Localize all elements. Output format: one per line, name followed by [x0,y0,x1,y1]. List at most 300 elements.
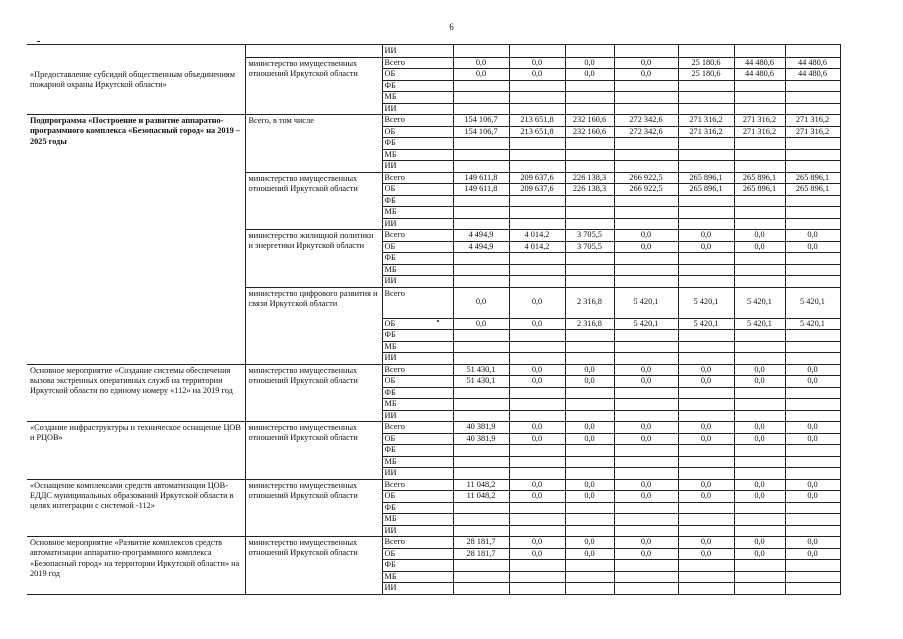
amount-cell [678,45,734,58]
amount-cell: 28 181,7 [453,548,509,560]
amount-cell: 51 430,1 [453,364,509,376]
amount-cell [734,276,785,288]
funding-source-cell: ОБ [382,433,453,445]
funding-source-cell: ФБ [382,387,453,399]
amount-cell [565,103,614,115]
amount-cell [614,45,678,58]
executor-cell-empty [245,45,382,58]
amount-cell [565,330,614,342]
amount-cell [785,514,840,526]
amount-cell: 209 637,6 [509,184,565,196]
funding-source-cell: ИИ [382,161,453,173]
amount-cell [614,353,678,365]
amount-cell: 0,0 [509,287,565,318]
amount-cell [614,456,678,468]
funding-source-cell: МБ [382,207,453,219]
amount-cell [614,264,678,276]
amount-cell [734,525,785,537]
amount-cell: 0,0 [565,433,614,445]
amount-cell: 154 106,7 [453,126,509,138]
amount-cell [614,92,678,104]
amount-cell: 0,0 [565,376,614,388]
amount-cell [509,45,565,58]
amount-cell: 0,0 [785,422,840,434]
amount-cell [509,341,565,353]
amount-cell: 44 480,6 [734,69,785,81]
amount-cell [453,138,509,150]
amount-cell [453,583,509,595]
amount-cell: 0,0 [565,548,614,560]
amount-cell [565,341,614,353]
amount-cell: 3 705,5 [565,241,614,253]
amount-cell [785,456,840,468]
amount-cell: 44 480,6 [785,69,840,81]
amount-cell: 271 316,2 [785,126,840,138]
amount-cell [614,387,678,399]
funding-source-cell: ФБ [382,80,453,92]
amount-cell [678,264,734,276]
amount-cell [734,571,785,583]
amount-cell [614,276,678,288]
funding-source-cell: МБ [382,92,453,104]
amount-cell: 271 316,2 [678,126,734,138]
funding-source-cell: Всего [382,287,453,318]
amount-cell: 0,0 [614,422,678,434]
amount-cell [785,45,840,58]
activity-name-cell: «Создание инфраструктуры и техническое оснащение ЦОВ и РЦОВ» [27,422,245,480]
amount-cell [453,353,509,365]
amount-cell: 0,0 [614,69,678,81]
amount-cell [734,80,785,92]
amount-cell [785,103,840,115]
amount-cell [734,161,785,173]
amount-cell [678,218,734,230]
amount-cell: 25 180,6 [678,57,734,69]
amount-cell [453,276,509,288]
amount-cell: 40 381,9 [453,422,509,434]
amount-cell: 0,0 [678,364,734,376]
amount-cell [678,387,734,399]
amount-cell: 28 181,7 [453,537,509,549]
amount-cell [453,456,509,468]
amount-cell: 0,0 [565,479,614,491]
amount-cell: 0,0 [509,57,565,69]
page-number: 6 [449,22,454,32]
amount-cell: 51 430,1 [453,376,509,388]
amount-cell [565,571,614,583]
amount-cell: 0,0 [614,491,678,503]
amount-cell [785,399,840,411]
amount-cell [453,525,509,537]
amount-cell: 40 381,9 [453,433,509,445]
amount-cell [614,583,678,595]
amount-cell [614,468,678,480]
amount-cell [785,264,840,276]
amount-cell [614,161,678,173]
amount-cell: 213 651,8 [509,115,565,127]
amount-cell [785,571,840,583]
amount-cell: 265 896,1 [734,172,785,184]
amount-cell [565,387,614,399]
table-row [27,422,840,434]
amount-cell: 271 316,2 [785,115,840,127]
funding-source-cell: ИИ [382,103,453,115]
amount-cell [453,264,509,276]
amount-cell: 271 316,2 [678,115,734,127]
amount-cell [565,456,614,468]
amount-cell [509,149,565,161]
amount-cell [565,218,614,230]
amount-cell [565,195,614,207]
funding-source-cell: МБ [382,264,453,276]
amount-cell: 0,0 [785,364,840,376]
amount-cell [734,560,785,572]
amount-cell: 0,0 [614,230,678,242]
amount-cell: 0,0 [734,433,785,445]
funding-source-cell: ИИ [382,45,453,58]
amount-cell: 0,0 [453,318,509,330]
amount-cell [678,195,734,207]
amount-cell: 232 160,6 [565,126,614,138]
budget-table [27,44,841,595]
amount-cell [734,253,785,265]
amount-cell [453,92,509,104]
amount-cell [785,583,840,595]
amount-cell: 154 106,7 [453,115,509,127]
funding-source-cell: ОБ [382,491,453,503]
funding-source-cell: Всего [382,115,453,127]
executor-cell: министерство имущественных отношений Иркутской области [245,57,382,115]
amount-cell: 0,0 [565,537,614,549]
amount-cell: 0,0 [678,433,734,445]
amount-cell: 149 611,8 [453,172,509,184]
funding-source-cell: ФБ [382,138,453,150]
amount-cell: 266 922,5 [614,184,678,196]
amount-cell [565,161,614,173]
amount-cell [614,525,678,537]
amount-cell [614,253,678,265]
amount-cell [785,560,840,572]
amount-cell [614,514,678,526]
amount-cell [509,410,565,422]
funding-source-cell: ИИ [382,468,453,480]
amount-cell [565,514,614,526]
activity-name-cell: Основное мероприятие «Создание системы обеспечения вызова экстренных оперативных служб на территории Иркутской области по единому номеру «112» на 2019 год [27,364,245,422]
amount-cell: 5 420,1 [785,318,840,330]
amount-cell: 2 316,8 [565,318,614,330]
amount-cell [678,207,734,219]
executor-cell: министерство цифрового развития и связи Иркутской области [245,287,382,364]
executor-cell: министерство имущественных отношений Иркутской области [245,172,382,230]
amount-cell [734,410,785,422]
amount-cell [509,353,565,365]
amount-cell [678,330,734,342]
amount-cell [453,195,509,207]
amount-cell [453,560,509,572]
amount-cell: 0,0 [678,230,734,242]
funding-source-cell: ФБ [382,560,453,572]
amount-cell [565,45,614,58]
amount-cell: 0,0 [734,230,785,242]
amount-cell: 0,0 [509,376,565,388]
amount-cell: 0,0 [734,491,785,503]
amount-cell: 11 048,2 [453,479,509,491]
amount-cell: 4 014,2 [509,241,565,253]
amount-cell [453,218,509,230]
amount-cell [734,264,785,276]
amount-cell [614,445,678,457]
amount-cell [678,560,734,572]
amount-cell: 0,0 [734,376,785,388]
amount-cell: 0,0 [785,241,840,253]
funding-source-cell: МБ [382,456,453,468]
amount-cell: 0,0 [785,479,840,491]
amount-cell [785,138,840,150]
amount-cell [565,353,614,365]
amount-cell: 209 637,6 [509,172,565,184]
amount-cell: 44 480,6 [785,57,840,69]
amount-cell: 0,0 [614,479,678,491]
amount-cell [509,92,565,104]
funding-source-cell: Всего [382,172,453,184]
amount-cell [614,341,678,353]
table-row [27,115,840,127]
table-row [27,537,840,549]
amount-cell [734,138,785,150]
amount-cell [785,276,840,288]
amount-cell [453,341,509,353]
amount-cell: 2 316,8 [565,287,614,318]
amount-cell [614,218,678,230]
amount-cell [614,149,678,161]
amount-cell [785,353,840,365]
amount-cell [565,525,614,537]
amount-cell [509,276,565,288]
amount-cell [509,264,565,276]
table-row [27,479,840,491]
amount-cell: 0,0 [614,548,678,560]
amount-cell [734,502,785,514]
budget-table-body [27,45,840,595]
amount-cell [453,253,509,265]
funding-source-cell: МБ [382,149,453,161]
amount-cell [734,445,785,457]
amount-cell [678,92,734,104]
amount-cell [509,218,565,230]
amount-cell [734,218,785,230]
amount-cell [565,149,614,161]
amount-cell [678,514,734,526]
amount-cell: 0,0 [565,422,614,434]
amount-cell [509,456,565,468]
amount-cell [453,468,509,480]
amount-cell: 0,0 [785,548,840,560]
funding-source-cell: ФБ [382,445,453,457]
amount-cell: 0,0 [614,433,678,445]
amount-cell [565,138,614,150]
amount-cell [678,445,734,457]
amount-cell: 0,0 [565,57,614,69]
amount-cell: 232 160,6 [565,115,614,127]
amount-cell [614,330,678,342]
amount-cell [785,92,840,104]
amount-cell [509,161,565,173]
amount-cell [785,502,840,514]
activity-name-cell: «Предоставление субсидий общественным объединениям пожарной охраны Иркутской области» [27,45,245,115]
amount-cell: 0,0 [785,433,840,445]
amount-cell [678,138,734,150]
amount-cell [453,80,509,92]
amount-cell: 0,0 [614,364,678,376]
funding-source-cell: ФБ [382,502,453,514]
amount-cell [785,218,840,230]
activity-name-cell: Подпрограмма «Построение и развитие аппаратно-программного комплекса «Безопасный город» на 2019 – 2025 годы [27,115,245,365]
amount-cell [565,80,614,92]
amount-cell [734,149,785,161]
amount-cell: 0,0 [509,491,565,503]
amount-cell: 5 420,1 [734,318,785,330]
amount-cell [453,399,509,411]
funding-source-cell: Всего [382,479,453,491]
amount-cell [734,103,785,115]
amount-cell [614,103,678,115]
amount-cell [509,560,565,572]
amount-cell [678,399,734,411]
amount-cell [785,207,840,219]
amount-cell [509,502,565,514]
amount-cell: 0,0 [734,241,785,253]
amount-cell [509,387,565,399]
table-row [27,364,840,376]
amount-cell: 0,0 [734,537,785,549]
funding-source-cell: ОБ [382,548,453,560]
amount-cell [565,560,614,572]
amount-cell: 265 896,1 [734,184,785,196]
amount-cell [678,353,734,365]
amount-cell [734,468,785,480]
amount-cell: 4 494,9 [453,241,509,253]
amount-cell: 0,0 [785,537,840,549]
executor-cell: министерство имущественных отношений Иркутской области [245,479,382,537]
amount-cell [678,80,734,92]
amount-cell [453,514,509,526]
amount-cell: 5 420,1 [614,287,678,318]
funding-source-cell: МБ [382,399,453,411]
activity-name-cell: Основное мероприятие «Развитие комплексов средств автоматизации аппаратно-программного комплекса «Безопасный город» на территории Иркутской области» на 2019 год [27,537,245,595]
amount-cell [509,468,565,480]
amount-cell: 3 705,5 [565,230,614,242]
amount-cell: 0,0 [678,479,734,491]
executor-cell: министерство жилищной политики и энергетики Иркутской области [245,230,382,288]
amount-cell [678,583,734,595]
amount-cell [614,410,678,422]
amount-cell: 272 342,6 [614,115,678,127]
amount-cell [565,399,614,411]
amount-cell: 226 138,3 [565,184,614,196]
amount-cell [678,103,734,115]
amount-cell: 271 316,2 [734,126,785,138]
amount-cell: 265 896,1 [678,184,734,196]
amount-cell: 265 896,1 [785,184,840,196]
amount-cell: 0,0 [453,69,509,81]
amount-cell: 0,0 [509,433,565,445]
amount-cell [734,387,785,399]
funding-source-cell: Всего [382,537,453,549]
amount-cell [785,525,840,537]
executor-cell: министерство имущественных отношений Иркутской области [245,364,382,422]
amount-cell: 0,0 [614,376,678,388]
scan-speck [437,320,439,322]
amount-cell: 0,0 [734,422,785,434]
funding-source-cell: ОБ [382,69,453,81]
funding-source-cell: ФБ [382,195,453,207]
amount-cell [734,583,785,595]
funding-source-cell: ИИ [382,218,453,230]
amount-cell: 213 651,8 [509,126,565,138]
amount-cell [785,149,840,161]
amount-cell: 272 342,6 [614,126,678,138]
amount-cell [565,410,614,422]
amount-cell [785,330,840,342]
funding-source-cell: МБ [382,571,453,583]
amount-cell [734,330,785,342]
funding-source-cell: ИИ [382,353,453,365]
amount-cell [678,456,734,468]
amount-cell: 149 611,8 [453,184,509,196]
amount-cell: 0,0 [785,491,840,503]
amount-cell [678,571,734,583]
amount-cell [734,353,785,365]
table-row [27,45,840,58]
amount-cell [509,103,565,115]
amount-cell [785,387,840,399]
funding-source-cell: Всего [382,364,453,376]
amount-cell: 0,0 [614,241,678,253]
amount-cell: 0,0 [678,241,734,253]
amount-cell [565,92,614,104]
amount-cell: 25 180,6 [678,69,734,81]
amount-cell: 0,0 [678,537,734,549]
amount-cell [734,92,785,104]
amount-cell: 5 420,1 [785,287,840,318]
amount-cell [453,330,509,342]
amount-cell [614,195,678,207]
amount-cell [509,583,565,595]
amount-cell [678,525,734,537]
amount-cell [509,207,565,219]
amount-cell [614,502,678,514]
funding-source-cell: МБ [382,514,453,526]
amount-cell [509,138,565,150]
amount-cell [678,161,734,173]
amount-cell [678,502,734,514]
executor-cell: министерство имущественных отношений Иркутской области [245,422,382,480]
amount-cell: 0,0 [678,422,734,434]
amount-cell [453,161,509,173]
amount-cell: 0,0 [565,491,614,503]
amount-cell [734,399,785,411]
amount-cell: 0,0 [509,548,565,560]
amount-cell [565,253,614,265]
amount-cell [453,45,509,58]
amount-cell [785,80,840,92]
amount-cell: 5 420,1 [614,318,678,330]
executor-cell: министерство имущественных отношений Иркутской области [245,537,382,595]
amount-cell [565,276,614,288]
executor-cell: Всего, в том числе [245,115,382,173]
amount-cell [785,468,840,480]
amount-cell: 271 316,2 [734,115,785,127]
